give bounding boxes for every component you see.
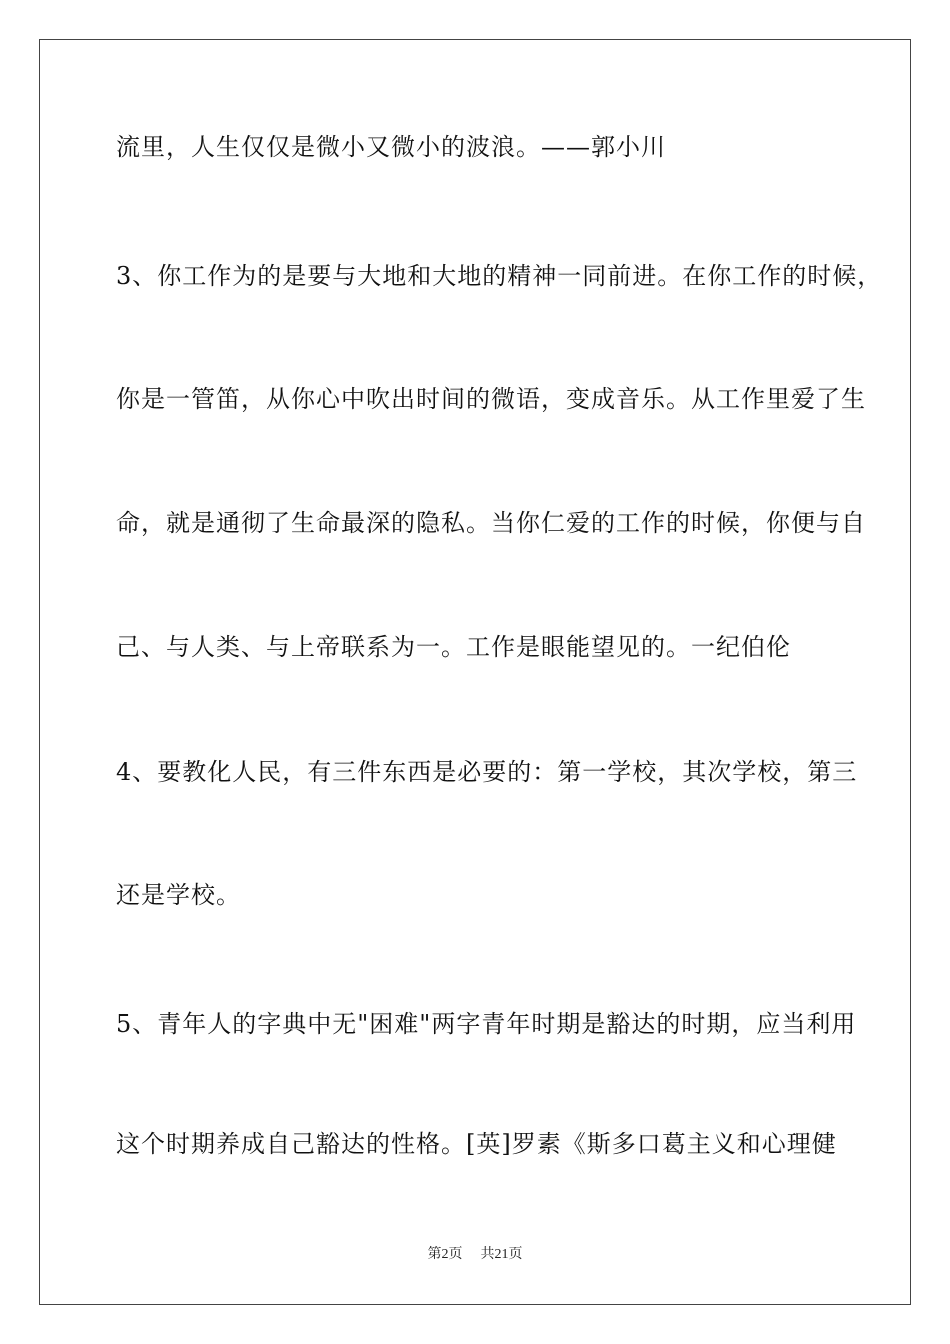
body-line-7: 还是学校。	[116, 881, 241, 909]
body-line-2: 3、你工作为的是要与大地和大地的精神一同前进。在你工作的时候，	[116, 262, 883, 290]
page-border	[39, 39, 911, 1305]
body-line-6: 4、要教化人民，有三件东西是必要的：第一学校，其次学校，第三	[116, 758, 858, 786]
page-number: 第2页	[427, 1247, 463, 1262]
body-line-3: 你是一管笛，从你心中吹出时间的微语，变成音乐。从工作里爱了生	[116, 385, 866, 413]
body-line-5: 己、与人类、与上帝联系为一。工作是眼能望见的。一纪伯伦	[116, 633, 791, 661]
body-line-9: 这个时期养成自己豁达的性格。[英]罗素《斯多口葛主义和心理健	[116, 1130, 837, 1158]
body-line-1: 流里，人生仅仅是微小又微小的波浪。——郭小川	[116, 133, 666, 161]
page-total: 共21页	[480, 1247, 523, 1262]
page-footer	[0, 1246, 950, 1264]
body-line-8: 5、青年人的字典中无"困难"两字青年时期是豁达的时期，应当利用	[116, 1010, 857, 1038]
body-line-4: 命，就是通彻了生命最深的隐私。当你仁爱的工作的时候，你便与自	[116, 509, 866, 537]
